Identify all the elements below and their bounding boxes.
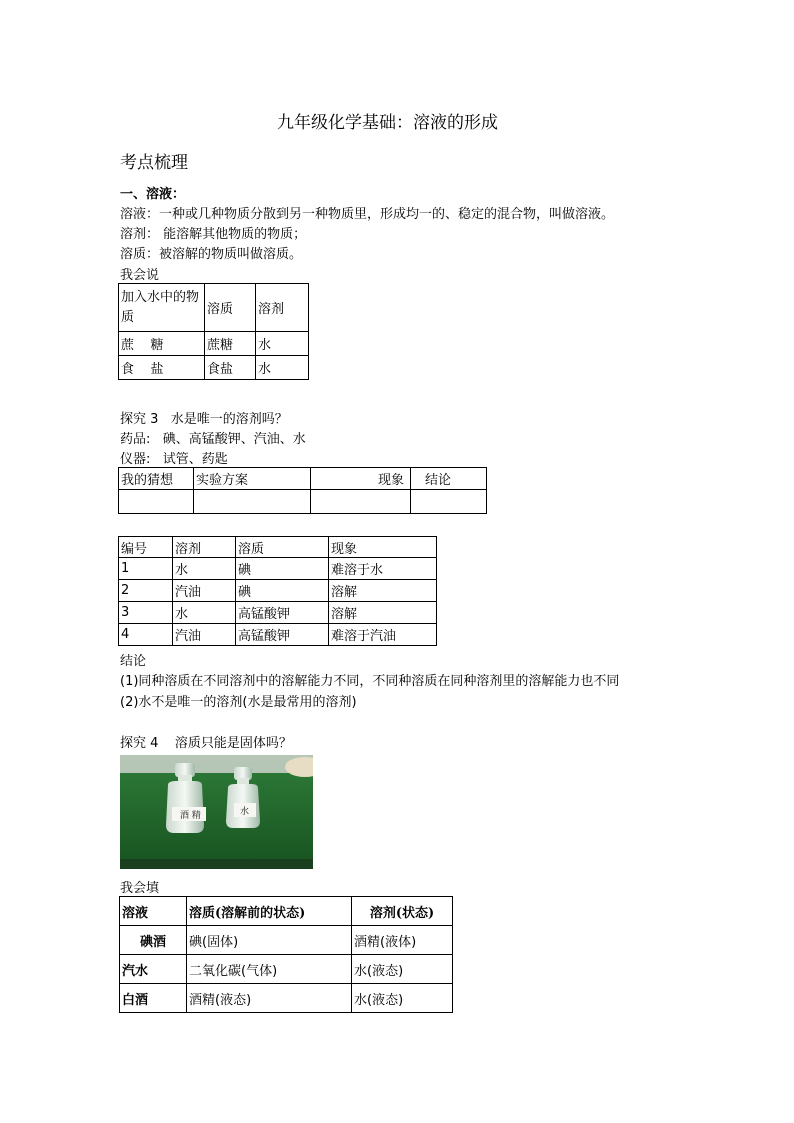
table-cell: 高锰酸钾 [236, 602, 329, 624]
table-header-cell: 溶剂(状态) [352, 897, 453, 926]
table-cell: 酒精(液态) [187, 984, 352, 1013]
explore3-tools: 仪器: 试管、药匙 [120, 452, 228, 467]
table-header-cell: 现象 [329, 537, 437, 558]
table-solubility-experiments [118, 536, 437, 646]
fill-label: 我会填 [120, 881, 160, 896]
table-header-cell: 溶剂 [173, 537, 236, 558]
table-header-cell: 溶液 [120, 897, 187, 926]
table-cell: 食 盐 [119, 356, 205, 380]
table-cell: 酒精(液体) [352, 926, 453, 955]
table-row [119, 580, 437, 602]
table-header-row [119, 284, 309, 332]
table-cell: 水(液态) [352, 984, 453, 1013]
table-cell: 溶解 [329, 580, 437, 602]
definition-solute: 溶质：被溶解的物质叫做溶质。 [120, 247, 303, 262]
table-cell: 1 [119, 558, 173, 580]
conclusion-item-2: (2)水不是唯一的溶剂(水是最常用的溶剂) [120, 695, 357, 710]
table-cell: 水 [256, 332, 309, 356]
say-label: 我会说 [120, 268, 160, 283]
table-header-cell: 溶质 [205, 284, 256, 332]
table-cell: 水 [173, 602, 236, 624]
table-row [120, 955, 453, 984]
table-header-cell: 溶质(溶解前的状态) [187, 897, 352, 926]
table-row [119, 602, 437, 624]
table-row [119, 332, 309, 356]
table-row [120, 984, 453, 1013]
table-cell[interactable] [194, 490, 311, 514]
table-cell: 水 [256, 356, 309, 380]
conclusion-item-1: (1)同种溶质在不同溶剂中的溶解能力不同，不同种溶质在同种溶剂里的溶解能力也不同 [120, 674, 620, 689]
table-solution-states [119, 896, 453, 1013]
table-cell: 食盐 [205, 356, 256, 380]
table-cell[interactable] [119, 490, 194, 514]
water-bottle-label: 水 [240, 807, 250, 817]
section-heading: 考点梳理 [120, 153, 188, 173]
table-cell: 2 [119, 580, 173, 602]
definition-solution: 溶液：一种或几种物质分散到另一种物质里，形成均一的、稳定的混合物，叫做溶液。 [120, 207, 615, 222]
table-header-cell: 现象 [311, 468, 411, 490]
table-header-cell: 我的猜想 [119, 468, 194, 490]
table-header-row [119, 468, 487, 490]
page-title: 九年级化学基础：溶液的形成 [277, 113, 498, 133]
explore4-title: 探究 4 溶质只能是固体吗？ [120, 736, 292, 751]
table-cell: 二氧化碳(气体) [187, 955, 352, 984]
table-cell: 4 [119, 624, 173, 646]
bottles-illustration [120, 755, 313, 869]
table-row [120, 926, 453, 955]
table-header-cell: 溶剂 [256, 284, 309, 332]
bottles-photo [120, 755, 313, 869]
table-header-cell: 实验方案 [194, 468, 311, 490]
table-cell: 难溶于水 [329, 558, 437, 580]
table-cell: 水 [173, 558, 236, 580]
alcohol-bottle-label: 酒 精 [180, 811, 201, 821]
table-cell: 蔗糖 [205, 332, 256, 356]
table-header-cell: 加入水中的物质 [119, 284, 205, 332]
table-cell: 汽油 [173, 624, 236, 646]
table-cell: 碘 [236, 558, 329, 580]
subheading-solution: 一、溶液： [120, 187, 186, 202]
explore3-title: 探究 3 水是唯一的溶剂吗？ [120, 412, 288, 427]
table-cell: 高锰酸钾 [236, 624, 329, 646]
table-cell: 碘 [236, 580, 329, 602]
table-cell: 汽油 [173, 580, 236, 602]
table-cell: 碘酒 [120, 926, 187, 955]
definition-solvent: 溶剂： 能溶解其他物质的物质； [120, 227, 307, 242]
table-row [119, 356, 309, 380]
table-cell: 难溶于汽油 [329, 624, 437, 646]
table-row [119, 490, 487, 514]
table-cell: 溶解 [329, 602, 437, 624]
table-header-cell: 溶质 [236, 537, 329, 558]
table-cell[interactable] [311, 490, 411, 514]
table-cell: 水(液态) [352, 955, 453, 984]
table-solute-solvent [118, 283, 309, 380]
table-row [119, 624, 437, 646]
conclusion-label: 结论 [120, 654, 147, 669]
table-row [119, 558, 437, 580]
table-header-row [120, 897, 453, 926]
table-header-cell: 编号 [119, 537, 173, 558]
table-cell: 汽水 [120, 955, 187, 984]
explore3-drugs: 药品: 碘、高锰酸钾、汽油、水 [120, 432, 306, 447]
table-header-row [119, 537, 437, 558]
table-hypothesis [118, 467, 487, 514]
table-cell: 碘(固体) [187, 926, 352, 955]
table-cell: 蔗 糖 [119, 332, 205, 356]
table-cell: 白酒 [120, 984, 187, 1013]
table-cell[interactable] [411, 490, 487, 514]
table-header-cell: 结论 [411, 468, 487, 490]
table-cell: 3 [119, 602, 173, 624]
